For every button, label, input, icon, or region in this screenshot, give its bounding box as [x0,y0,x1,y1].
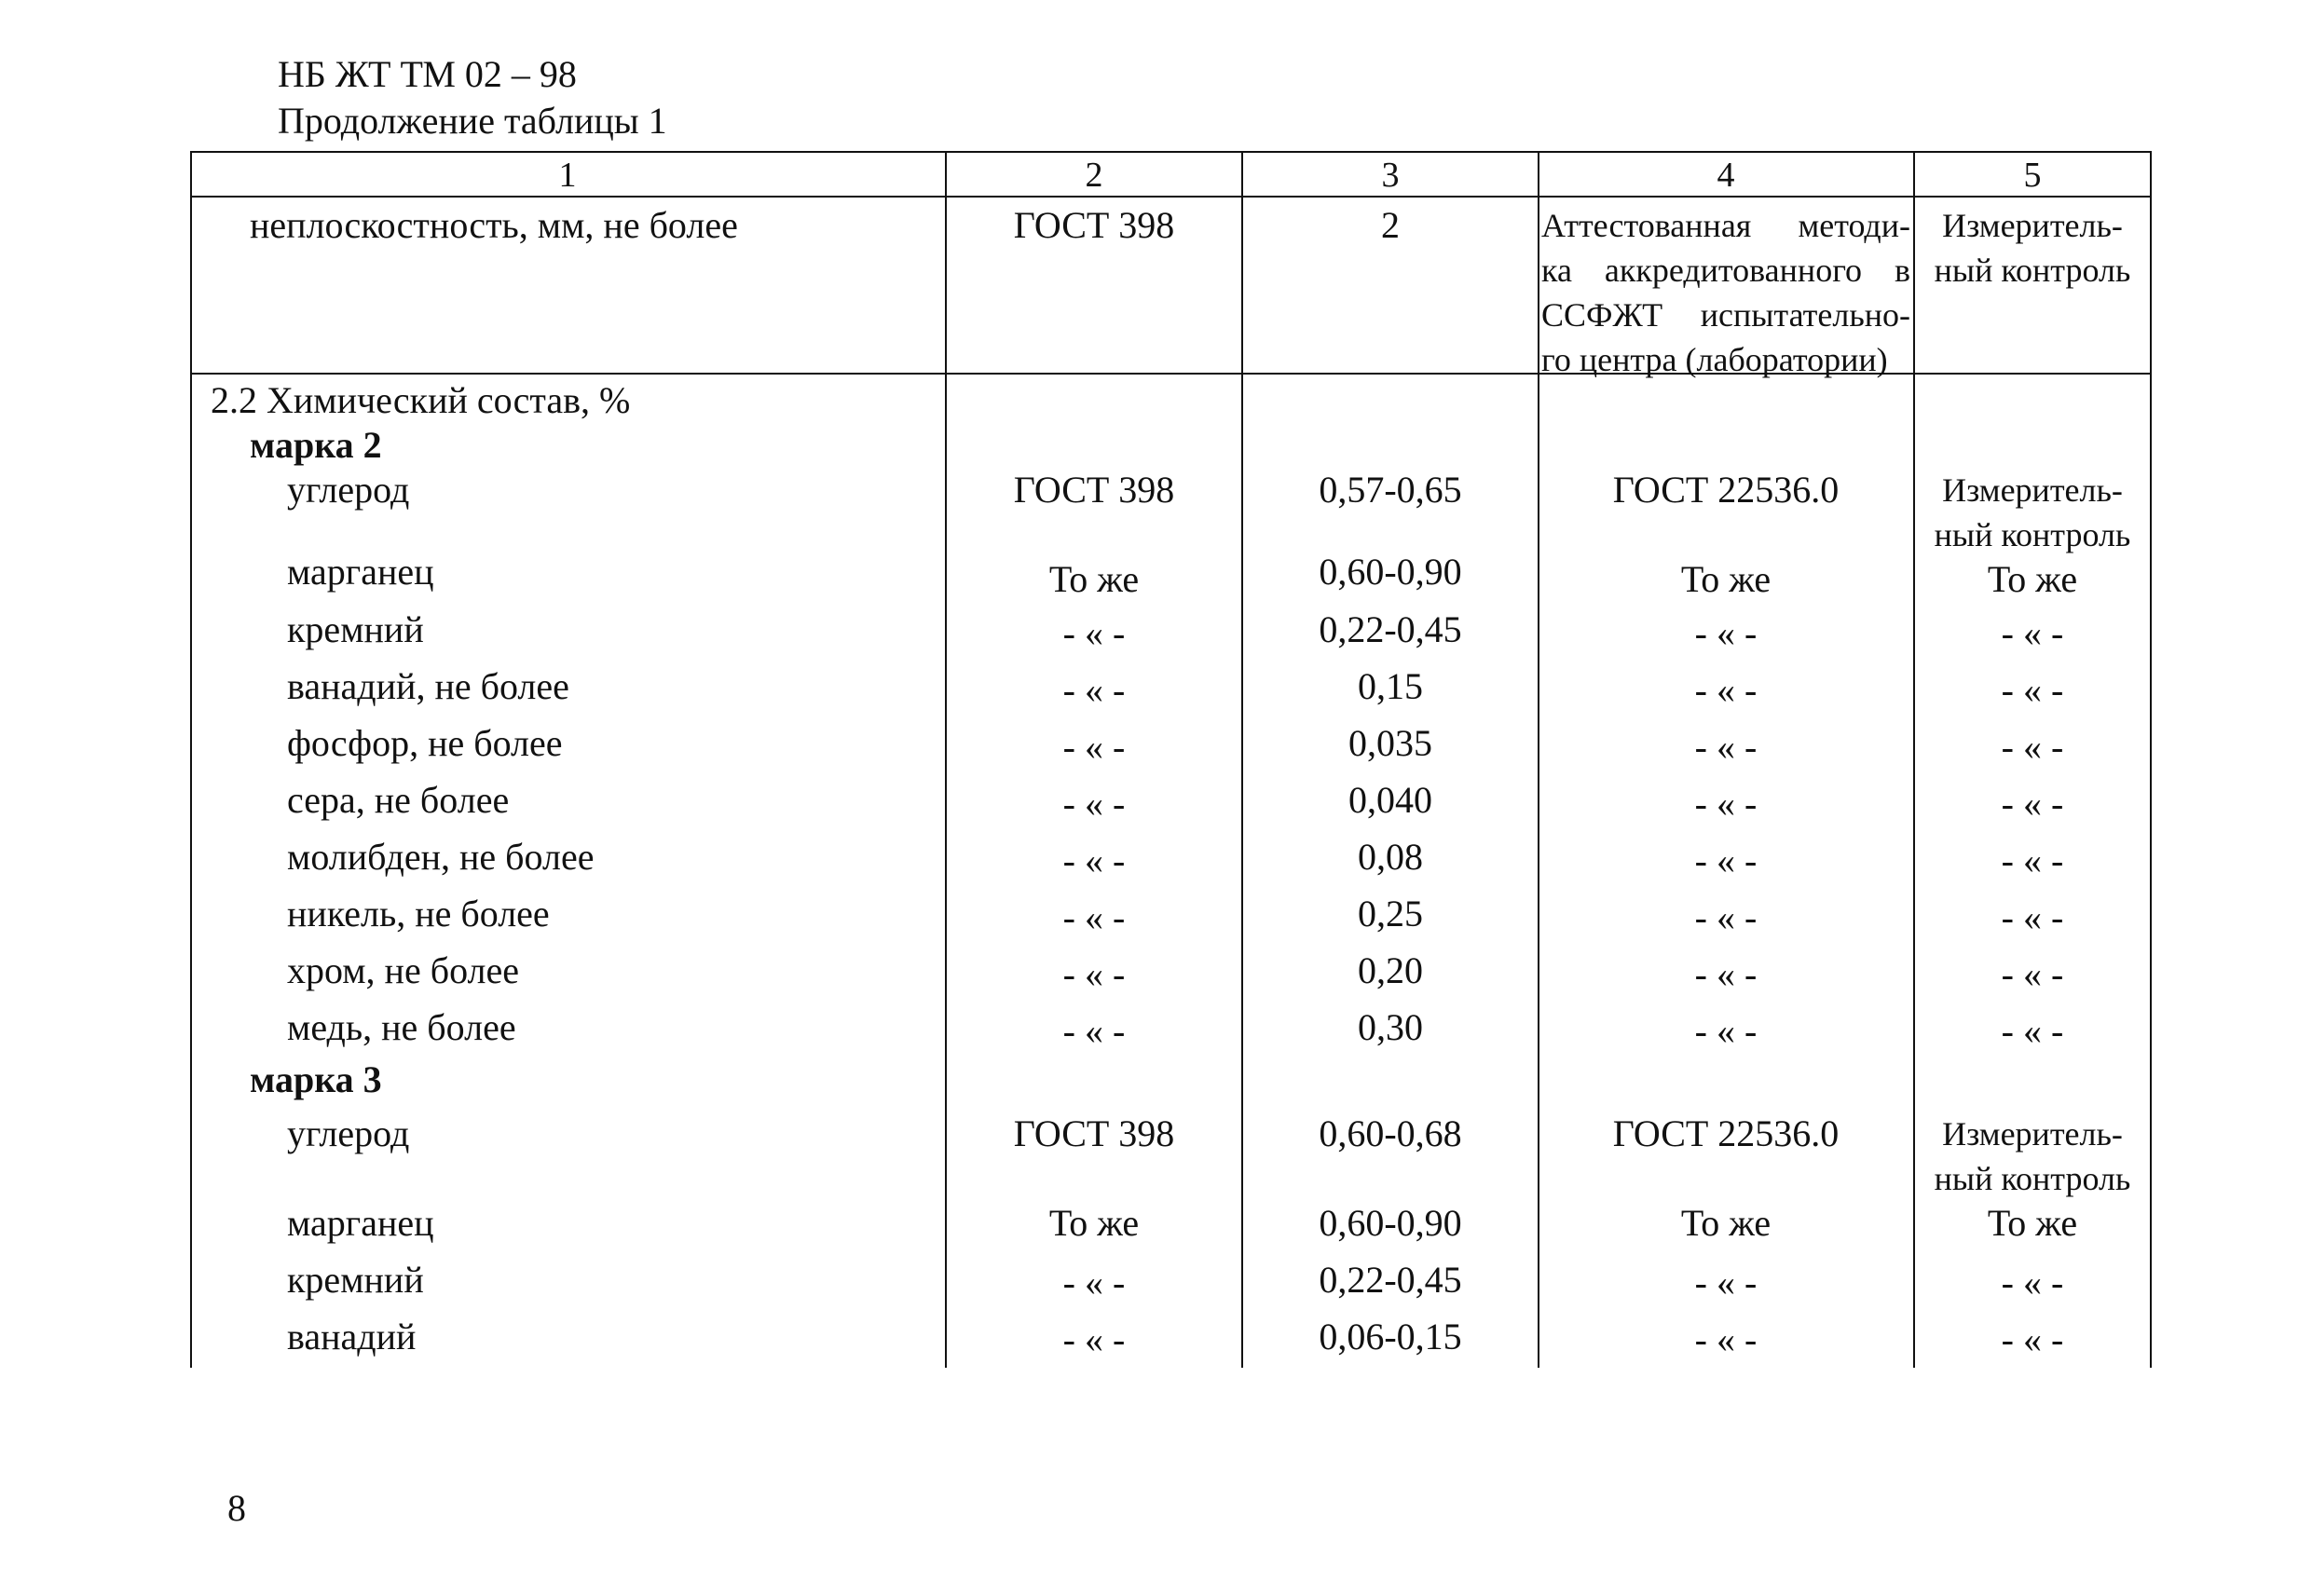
g3-carbon-control [1915,1112,2150,1201]
g2-chromium-name: хром, не более [287,949,520,991]
grade-3-title: марка 3 [250,1058,382,1100]
g2-copper-name: медь, не более [287,1006,516,1048]
g3-vanadium-value: 0,06-0,15 [1319,1316,1462,1357]
g2-carbon-method: ГОСТ 22536.0 [1612,469,1840,511]
g2-carbon-value: 0,57-0,65 [1319,469,1462,511]
g2-copper-method: - « - [1694,1010,1758,1052]
g2-vanadium-value: 0,15 [1358,665,1423,707]
g2-silicon-control: - « - [2001,612,2064,654]
g2-molybdenum-name: молибден, не более [287,836,595,878]
g3-carbon-method: ГОСТ 22536.0 [1612,1112,1840,1154]
g2-molybdenum-standard: - « - [1062,839,1126,881]
g2-manganese-value: 0,60-0,90 [1319,551,1462,593]
column-header-2: 2 [1085,156,1103,195]
g2-chromium-standard: - « - [1062,953,1126,995]
spec-table [190,151,2152,1368]
flatness-control [1915,203,2150,293]
g2-silicon-name: кремний [287,608,424,650]
g3-carbon-standard: ГОСТ 398 [1013,1112,1175,1154]
g2-manganese-control: То же [1987,558,2078,600]
g2-manganese-standard: То же [1048,558,1140,600]
g2-sulfur-control: - « - [2001,783,2064,825]
g3-carbon-value: 0,60-0,68 [1319,1112,1462,1154]
page-number: 8 [227,1487,246,1529]
method-line: го центра (лаборатории) [1541,341,1888,378]
grade-2-title: марка 2 [250,424,382,466]
g2-copper-control: - « - [2001,1010,2064,1052]
g3-manganese-control: То же [1987,1202,2078,1244]
g3-silicon-name: кремний [287,1259,424,1301]
g3-silicon-value: 0,22-0,45 [1319,1259,1462,1301]
g3-vanadium-control: - « - [2001,1318,2064,1360]
g3-manganese-name: марганец [287,1202,434,1244]
g2-nickel-name: никель, не более [287,893,550,934]
flatness-name: неплоскостность, мм, не более [250,204,738,246]
g2-carbon-standard: ГОСТ 398 [1013,469,1175,511]
g3-vanadium-name: ванадий [287,1316,417,1357]
flatness-value: 2 [1381,204,1400,246]
g2-molybdenum-method: - « - [1694,839,1758,881]
g2-nickel-method: - « - [1694,896,1758,938]
column-header-5: 5 [2023,156,2042,195]
g2-nickel-standard: - « - [1062,896,1126,938]
section-title: 2.2 Химический состав, % [211,379,631,421]
method-line: ССФЖТ испытательно- [1541,296,1910,334]
g3-carbon-name: углерод [287,1112,410,1154]
g3-silicon-standard: - « - [1062,1262,1126,1303]
g2-vanadium-method: - « - [1694,669,1758,711]
g2-sulfur-method: - « - [1694,783,1758,825]
g2-nickel-value: 0,25 [1358,893,1423,934]
g2-phosphorus-method: - « - [1694,726,1758,768]
g2-phosphorus-value: 0,035 [1348,722,1432,764]
column-header-3: 3 [1381,156,1400,195]
document-code: НБ ЖТ ТМ 02 – 98 [278,53,577,95]
g2-manganese-method: То же [1680,558,1772,600]
method-line: ка аккредитованного в [1541,252,1910,289]
g2-nickel-control: - « - [2001,896,2064,938]
g2-molybdenum-value: 0,08 [1358,836,1423,878]
g2-silicon-value: 0,22-0,45 [1319,608,1462,650]
table-right-border [2150,151,2152,1368]
g3-silicon-method: - « - [1694,1262,1758,1303]
control-line: ный контроль [1934,252,2131,289]
g2-chromium-control: - « - [2001,953,2064,995]
table-left-border [190,151,192,1368]
g2-chromium-method: - « - [1694,953,1758,995]
g2-copper-value: 0,30 [1358,1006,1423,1048]
table-caption: Продолжение таблицы 1 [278,100,667,142]
g2-chromium-value: 0,20 [1358,949,1423,991]
g2-carbon-control [1915,468,2150,557]
g2-vanadium-name: ванадий, не более [287,665,569,707]
flatness-method [1541,203,1910,382]
g2-phosphorus-name: фосфор, не более [287,722,563,764]
control-line: Измеритель- [1942,207,2123,244]
column-header-4: 4 [1717,156,1735,195]
g2-silicon-standard: - « - [1062,612,1126,654]
g2-phosphorus-control: - « - [2001,726,2064,768]
g2-vanadium-standard: - « - [1062,669,1126,711]
g2-carbon-name: углерод [287,469,410,511]
g3-manganese-method: То же [1680,1202,1772,1244]
g2-silicon-method: - « - [1694,612,1758,654]
flatness-standard: ГОСТ 398 [1013,204,1175,246]
control-line: ный контроль [1934,1160,2131,1197]
g2-sulfur-value: 0,040 [1348,779,1432,821]
control-line: ный контроль [1934,516,2131,553]
g3-silicon-control: - « - [2001,1262,2064,1303]
g3-vanadium-method: - « - [1694,1318,1758,1360]
g2-sulfur-name: сера, не более [287,779,510,821]
g2-sulfur-standard: - « - [1062,783,1126,825]
g3-manganese-value: 0,60-0,90 [1319,1202,1462,1244]
method-line: Аттестованная методи- [1541,207,1910,244]
column-header-1: 1 [558,156,577,195]
g2-copper-standard: - « - [1062,1010,1126,1052]
control-line: Измеритель- [1942,1115,2123,1153]
control-line: Измеритель- [1942,471,2123,509]
g2-molybdenum-control: - « - [2001,839,2064,881]
g2-manganese-name: марганец [287,551,434,593]
g2-phosphorus-standard: - « - [1062,726,1126,768]
g2-vanadium-control: - « - [2001,669,2064,711]
g3-manganese-standard: То же [1048,1202,1140,1244]
g3-vanadium-standard: - « - [1062,1318,1126,1360]
